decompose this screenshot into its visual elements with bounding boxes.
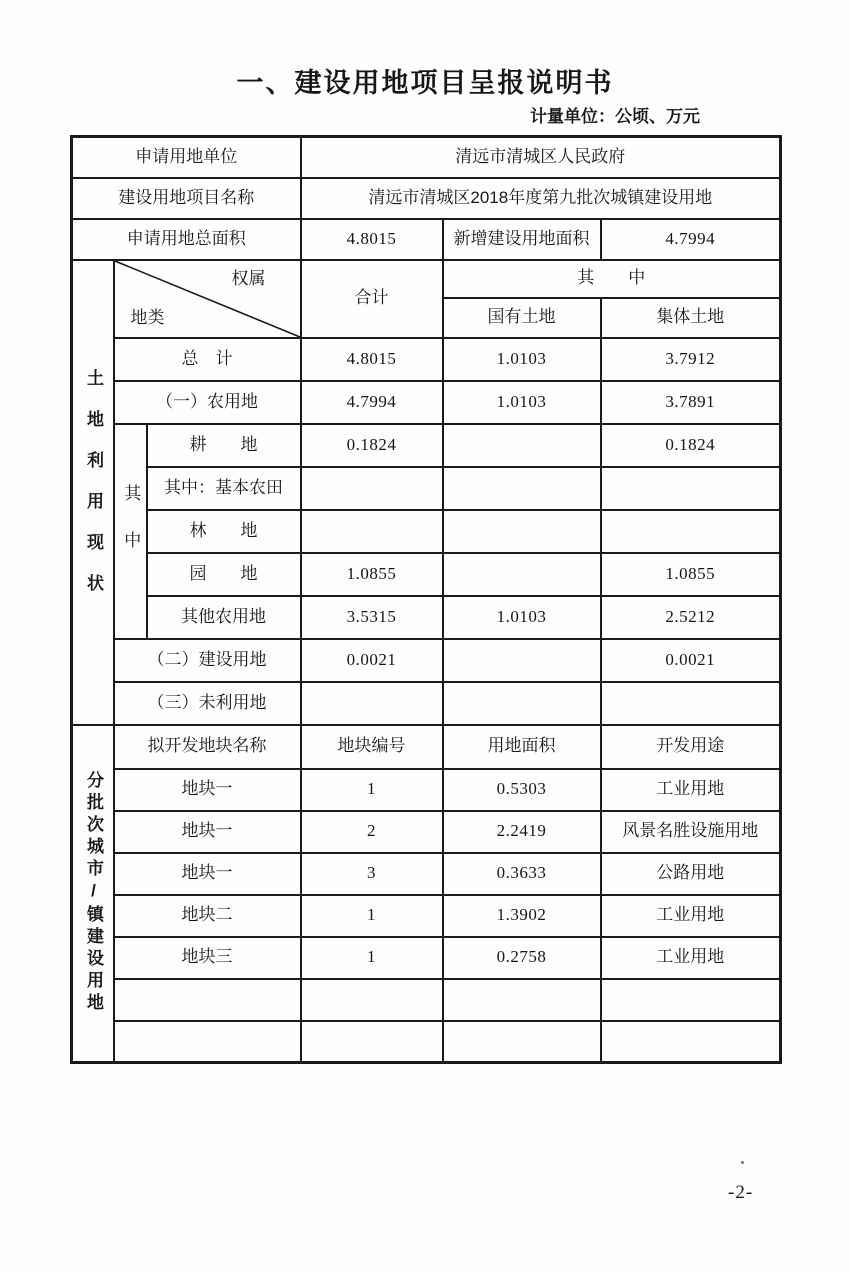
land-row-label: 其他农用地	[147, 596, 301, 639]
plots-header-area: 用地面积	[443, 725, 601, 769]
plot-name: 地块三	[114, 937, 301, 979]
plot-use: 工业用地	[601, 937, 781, 979]
land-state-value	[443, 682, 601, 725]
land-row-label: 耕 地	[147, 424, 301, 467]
table-row	[72, 137, 781, 178]
ownership-label: 权属	[231, 268, 266, 288]
header-state-land: 国有土地	[443, 298, 601, 338]
unit-note: 计量单位：公顷、万元	[530, 107, 700, 126]
land-use-section-label: 土地利用现状	[83, 369, 103, 615]
land-state-value: 1.0103	[443, 338, 601, 381]
new-area-value: 4.7994	[601, 219, 781, 260]
land-class-label: 地类	[130, 308, 165, 328]
scan-artifact-dot	[741, 1161, 744, 1164]
plot-use: 工业用地	[601, 769, 781, 811]
plot-use	[601, 1021, 781, 1063]
land-state-value	[443, 467, 601, 510]
project-name-label: 建设用地项目名称	[72, 178, 301, 219]
plot-name: 地块一	[114, 853, 301, 895]
plots-header-name: 拟开发地块名称	[114, 725, 301, 769]
table-row	[72, 853, 781, 895]
land-collective-value: 2.5212	[601, 596, 781, 639]
plot-area: 0.2758	[443, 937, 601, 979]
land-state-value	[443, 639, 601, 682]
plot-id: 3	[301, 853, 443, 895]
land-collective-value: 0.1824	[601, 424, 781, 467]
plot-area: 2.2419	[443, 811, 601, 853]
plots-header-use: 开发用途	[601, 725, 781, 769]
land-total-value	[301, 467, 443, 510]
table-row	[72, 811, 781, 853]
table-row	[72, 381, 781, 424]
plot-use: 风景名胜设施用地	[601, 811, 781, 853]
land-row-label: 林 地	[147, 510, 301, 553]
plots-section-cell	[72, 725, 114, 1063]
plot-area: 0.5303	[443, 769, 601, 811]
plot-name: 地块一	[114, 811, 301, 853]
land-state-value	[443, 553, 601, 596]
project-name-value: 清远市清城区2018年度第九批次城镇建设用地	[301, 178, 781, 219]
table-row	[72, 219, 781, 260]
land-total-value: 4.8015	[301, 338, 443, 381]
plot-id: 1	[301, 937, 443, 979]
land-state-value: 1.0103	[443, 381, 601, 424]
land-use-section-cell	[72, 260, 114, 725]
applicant-value: 清远市清城区人民政府	[301, 137, 781, 178]
plot-id: 1	[301, 769, 443, 811]
plot-name	[114, 979, 301, 1021]
table-row	[72, 596, 781, 639]
land-state-value	[443, 424, 601, 467]
plot-name: 地块二	[114, 895, 301, 937]
declaration-table	[70, 135, 782, 1064]
plot-id	[301, 1021, 443, 1063]
plot-name	[114, 1021, 301, 1063]
plot-name: 地块一	[114, 769, 301, 811]
land-total-value: 0.0021	[301, 639, 443, 682]
plot-id	[301, 979, 443, 1021]
table-row	[72, 639, 781, 682]
table-row	[72, 510, 781, 553]
header-collective-land: 集体土地	[601, 298, 781, 338]
plot-id: 2	[301, 811, 443, 853]
plot-area: 0.3633	[443, 853, 601, 895]
total-area-value: 4.8015	[301, 219, 443, 260]
among-label: 其中	[121, 484, 141, 578]
plot-area	[443, 1021, 601, 1063]
land-collective-value: 3.7891	[601, 381, 781, 424]
total-area-label: 申请用地总面积	[72, 219, 301, 260]
plot-area	[443, 979, 601, 1021]
plot-id: 1	[301, 895, 443, 937]
plot-use: 工业用地	[601, 895, 781, 937]
land-state-value	[443, 510, 601, 553]
table-row	[72, 467, 781, 510]
land-row-label: （二）建设用地	[114, 639, 301, 682]
among-section-cell	[114, 424, 147, 639]
plot-use: 公路用地	[601, 853, 781, 895]
land-total-value: 1.0855	[301, 553, 443, 596]
plots-header-id: 地块编号	[301, 725, 443, 769]
header-among: 其 中	[443, 260, 781, 298]
plots-section-label: 分批次城市/镇建设用地	[83, 771, 103, 1016]
land-row-label: 园 地	[147, 553, 301, 596]
table-row	[72, 725, 781, 769]
plot-area: 1.3902	[443, 895, 601, 937]
land-collective-value: 1.0855	[601, 553, 781, 596]
land-state-value: 1.0103	[443, 596, 601, 639]
land-total-value: 0.1824	[301, 424, 443, 467]
land-total-value: 3.5315	[301, 596, 443, 639]
land-total-value	[301, 510, 443, 553]
land-collective-value	[601, 467, 781, 510]
land-total-value: 4.7994	[301, 381, 443, 424]
header-total: 合计	[301, 260, 443, 338]
table-row	[72, 424, 781, 467]
table-row	[72, 979, 781, 1021]
land-collective-value	[601, 510, 781, 553]
table-row	[72, 553, 781, 596]
table-row	[72, 178, 781, 219]
land-collective-value: 3.7912	[601, 338, 781, 381]
land-row-label: （三）未利用地	[114, 682, 301, 725]
land-row-label: （一）农用地	[114, 381, 301, 424]
land-row-label: 其中：基本农田	[147, 467, 301, 510]
diagonal-header-cell	[114, 260, 301, 338]
land-row-label: 总 计	[114, 338, 301, 381]
table-row	[72, 1021, 781, 1063]
land-collective-value	[601, 682, 781, 725]
table-row	[72, 338, 781, 381]
plot-use	[601, 979, 781, 1021]
table-row	[72, 769, 781, 811]
table-row	[72, 937, 781, 979]
table-row	[72, 895, 781, 937]
land-collective-value: 0.0021	[601, 639, 781, 682]
land-total-value	[301, 682, 443, 725]
table-row	[72, 260, 781, 298]
page-number: -2-	[728, 1182, 754, 1203]
applicant-label: 申请用地单位	[72, 137, 301, 178]
page-title: 一、建设用地项目呈报说明书	[236, 68, 614, 98]
new-area-label: 新增建设用地面积	[443, 219, 601, 260]
table-row	[72, 682, 781, 725]
